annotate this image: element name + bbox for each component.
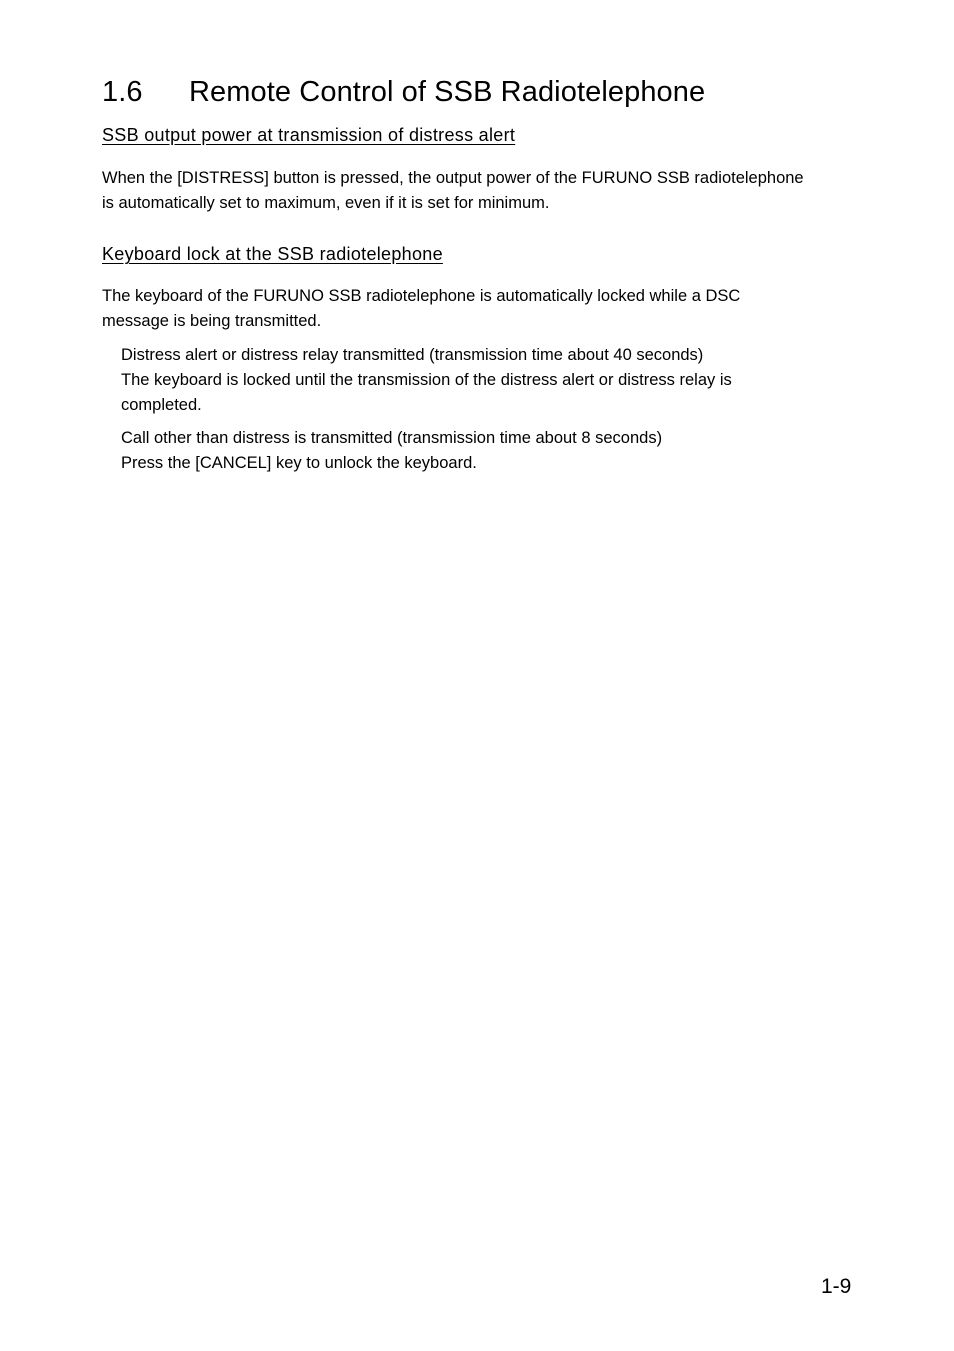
section-number: 1.6 bbox=[102, 76, 143, 108]
page-number: 1-9 bbox=[821, 1275, 852, 1298]
paragraph-line: is automatically set to maximum, even if it is set for minimum. bbox=[102, 194, 550, 212]
list-item-line: Distress alert or distress relay transmitted (transmission time about 40 seconds) bbox=[121, 346, 704, 364]
section-title-text: Remote Control of SSB Radiotelephone bbox=[189, 76, 706, 108]
subsection-heading-output-power: SSB output power at transmission of distress alert bbox=[102, 125, 516, 145]
paragraph-line: The keyboard of the FURUNO SSB radiotelephone is automatically locked while a DSC bbox=[102, 287, 741, 305]
list-item-line: The keyboard is locked until the transmission of the distress alert or distress relay is bbox=[121, 371, 732, 389]
section-title bbox=[102, 74, 705, 110]
list-item-line: Call other than distress is transmitted (transmission time about 8 seconds) bbox=[121, 429, 663, 447]
subsection-heading-keyboard-lock: Keyboard lock at the SSB radiotelephone bbox=[102, 244, 443, 264]
paragraph-line: When the [DISTRESS] button is pressed, the output power of the FURUNO SSB radiotelephone bbox=[102, 169, 804, 187]
paragraph-line: message is being transmitted. bbox=[102, 312, 322, 330]
list-item-line: completed. bbox=[121, 396, 202, 414]
list-item-line: Press the [CANCEL] key to unlock the keyboard. bbox=[121, 454, 477, 472]
